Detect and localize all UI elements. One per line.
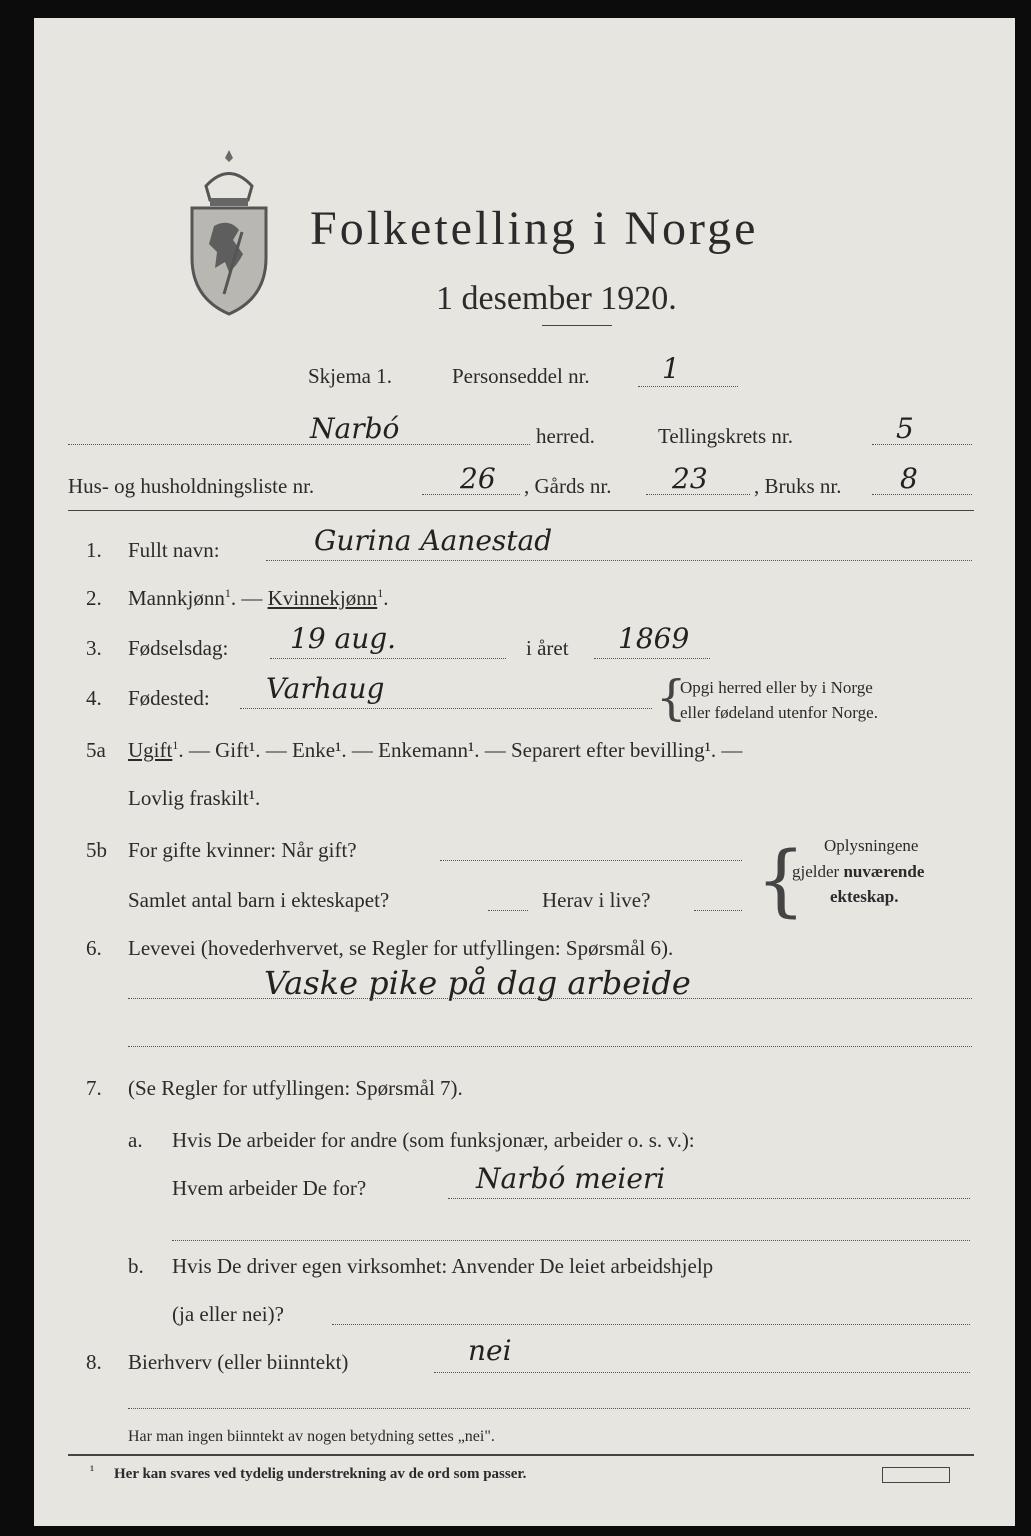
- q7b-line2: (ja eller nei)?: [172, 1302, 284, 1326]
- q3-birth-year: 1869: [618, 622, 690, 655]
- title-rule: [542, 325, 612, 326]
- bruks-value: 8: [900, 462, 918, 495]
- q5b-note-3: ekteskap.: [830, 887, 899, 906]
- q8-number: 8.: [86, 1350, 102, 1374]
- bruks-label: , Bruks nr.: [754, 474, 842, 498]
- tellingskrets-value: 5: [896, 412, 914, 445]
- q8-side-income: nei: [468, 1334, 512, 1367]
- footnote-text: Her kan svares ved tydelig understrekning av de ord som passer.: [114, 1466, 527, 1482]
- q3-year-label: i året: [526, 636, 569, 660]
- census-form: Folketelling i Norge 1 desember 1920. Skjema 1. Personseddel nr. 1 Narbó herred. Tellingskrets nr. 5 Hus- og husholdningsliste nr. 26 , Gårds nr. 23 , Bruks nr. 8 1. Fullt navn: Gurina Aanestad 2. Mannkjønn$^1$. — Kvinnekjønn$^1$. 3. Fødselsdag: 19 aug. i året 1869 4. Fødested: Varhaug { Opgi herred eller by i Norge eller fødeland utenfor Norge. 5a Ugift$^1$. — Gift¹. — Enke¹. — Enkemann¹. — Separert efter bevilling¹. — Lovlig fraskilt¹. 5b For gifte kvinner: Når gift? Samlet antal barn i ekteskapet? Herav i live? { Oplysningene gjelder nuværende ekteskap. 6. Levevei (hovederhvervet, se Regler for utfyllingen: Spørsmål 6). Vaske pike på dag arbeide 7. (Se Regler for utfyllingen: Spørsmål 7). a. Hvis De arbeider for andre (som funksjonær, arbeider o. s. v.): Hvem arbeider De for? Narbó meieri b. Hvis De driver egen virksomhet: Anvender De leiet arbeidshjelp (ja eller nei)? 8. Bierhverv (eller biinntekt) nei Har man ingen biinntekt av nogen betydning settes „nei". ¹ Her kan svares ved tydelig understrekning av de ord som passer.: [34, 18, 1015, 1526]
- printer-stamp-icon: [882, 1467, 950, 1483]
- q5b-note-1: Oplysningene: [824, 836, 919, 855]
- gards-label: , Gårds nr.: [524, 474, 612, 498]
- q2-gender-options: Mannkjønn$^1$. — Kvinnekjønn$^1$.: [128, 586, 389, 610]
- form-title: Folketelling i Norge: [310, 202, 759, 255]
- q1-full-name: Gurina Aanestad: [314, 524, 553, 557]
- q7a-line1: Hvis De arbeider for andre (som funksjonær, arbeider o. s. v.):: [172, 1128, 695, 1152]
- q2-mann: Mannkjønn: [128, 586, 225, 610]
- gards-value: 23: [672, 462, 708, 495]
- q4-number: 4.: [86, 686, 102, 710]
- q5b-line1: For gifte kvinner: Når gift?: [128, 838, 357, 862]
- skjema-label: Skjema 1.: [308, 364, 392, 388]
- personseddel-label: Personseddel nr.: [452, 364, 590, 388]
- q7-label: (Se Regler for utfyllingen: Spørsmål 7).: [128, 1076, 463, 1100]
- q5a-ugift-selected: Ugift: [128, 738, 173, 762]
- q5a-options: Ugift$^1$. — Gift¹. — Enke¹. — Enkemann¹. — Separert efter bevilling¹. —: [128, 738, 743, 762]
- husliste-label: Hus- og husholdningsliste nr.: [68, 474, 315, 498]
- q6-occupation: Vaske pike på dag arbeide: [264, 964, 691, 1002]
- q1-number: 1.: [86, 538, 102, 562]
- q5b-line2b: Herav i live?: [542, 888, 651, 912]
- coat-of-arms-icon: [184, 146, 274, 321]
- q3-label: Fødselsdag:: [128, 636, 229, 660]
- q7b-letter: b.: [128, 1254, 144, 1278]
- q5b-number: 5b: [86, 838, 107, 862]
- footer-rule: [68, 1454, 974, 1456]
- q6-label: Levevei (hovederhvervet, se Regler for utfyllingen: Spørsmål 6).: [128, 936, 674, 960]
- q5b-note-2: gjelder nuværende: [792, 862, 925, 881]
- q3-number: 3.: [86, 636, 102, 660]
- q7a-employer: Narbó meieri: [476, 1162, 666, 1195]
- q6-number: 6.: [86, 936, 102, 960]
- q5a-line2: Lovlig fraskilt¹.: [128, 786, 261, 810]
- q5b-line2a: Samlet antal barn i ekteskapet?: [128, 888, 390, 912]
- q4-birthplace: Varhaug: [266, 672, 385, 705]
- q5a-number: 5a: [86, 738, 106, 762]
- herred-label: herred.: [536, 424, 595, 448]
- q8-label: Bierhverv (eller biinntekt): [128, 1350, 349, 1374]
- header-rule: [68, 510, 974, 511]
- herred-value: Narbó: [310, 412, 400, 445]
- q7a-line2: Hvem arbeider De for?: [172, 1176, 367, 1200]
- q1-label: Fullt navn:: [128, 538, 220, 562]
- q2-number: 2.: [86, 586, 102, 610]
- q7b-line1: Hvis De driver egen virksomhet: Anvender De leiet arbeidshjelp: [172, 1254, 714, 1278]
- footer-note: Har man ingen biinntekt av nogen betydning settes „nei".: [128, 1428, 495, 1445]
- personseddel-value: 1: [662, 352, 680, 385]
- q7a-letter: a.: [128, 1128, 143, 1152]
- footnote-mark: ¹: [90, 1464, 95, 1479]
- tellingskrets-label: Tellingskrets nr.: [658, 424, 794, 448]
- q4-note-1: Opgi herred eller by i Norge: [680, 678, 873, 697]
- q7-number: 7.: [86, 1076, 102, 1100]
- census-date: 1 desember 1920.: [436, 280, 677, 317]
- husliste-value: 26: [460, 462, 496, 495]
- q4-note-2: eller fødeland utenfor Norge.: [680, 703, 878, 722]
- q3-birthday: 19 aug.: [290, 622, 397, 655]
- q2-kvinne-selected: Kvinnekjønn: [267, 586, 378, 610]
- q4-label: Fødested:: [128, 686, 210, 710]
